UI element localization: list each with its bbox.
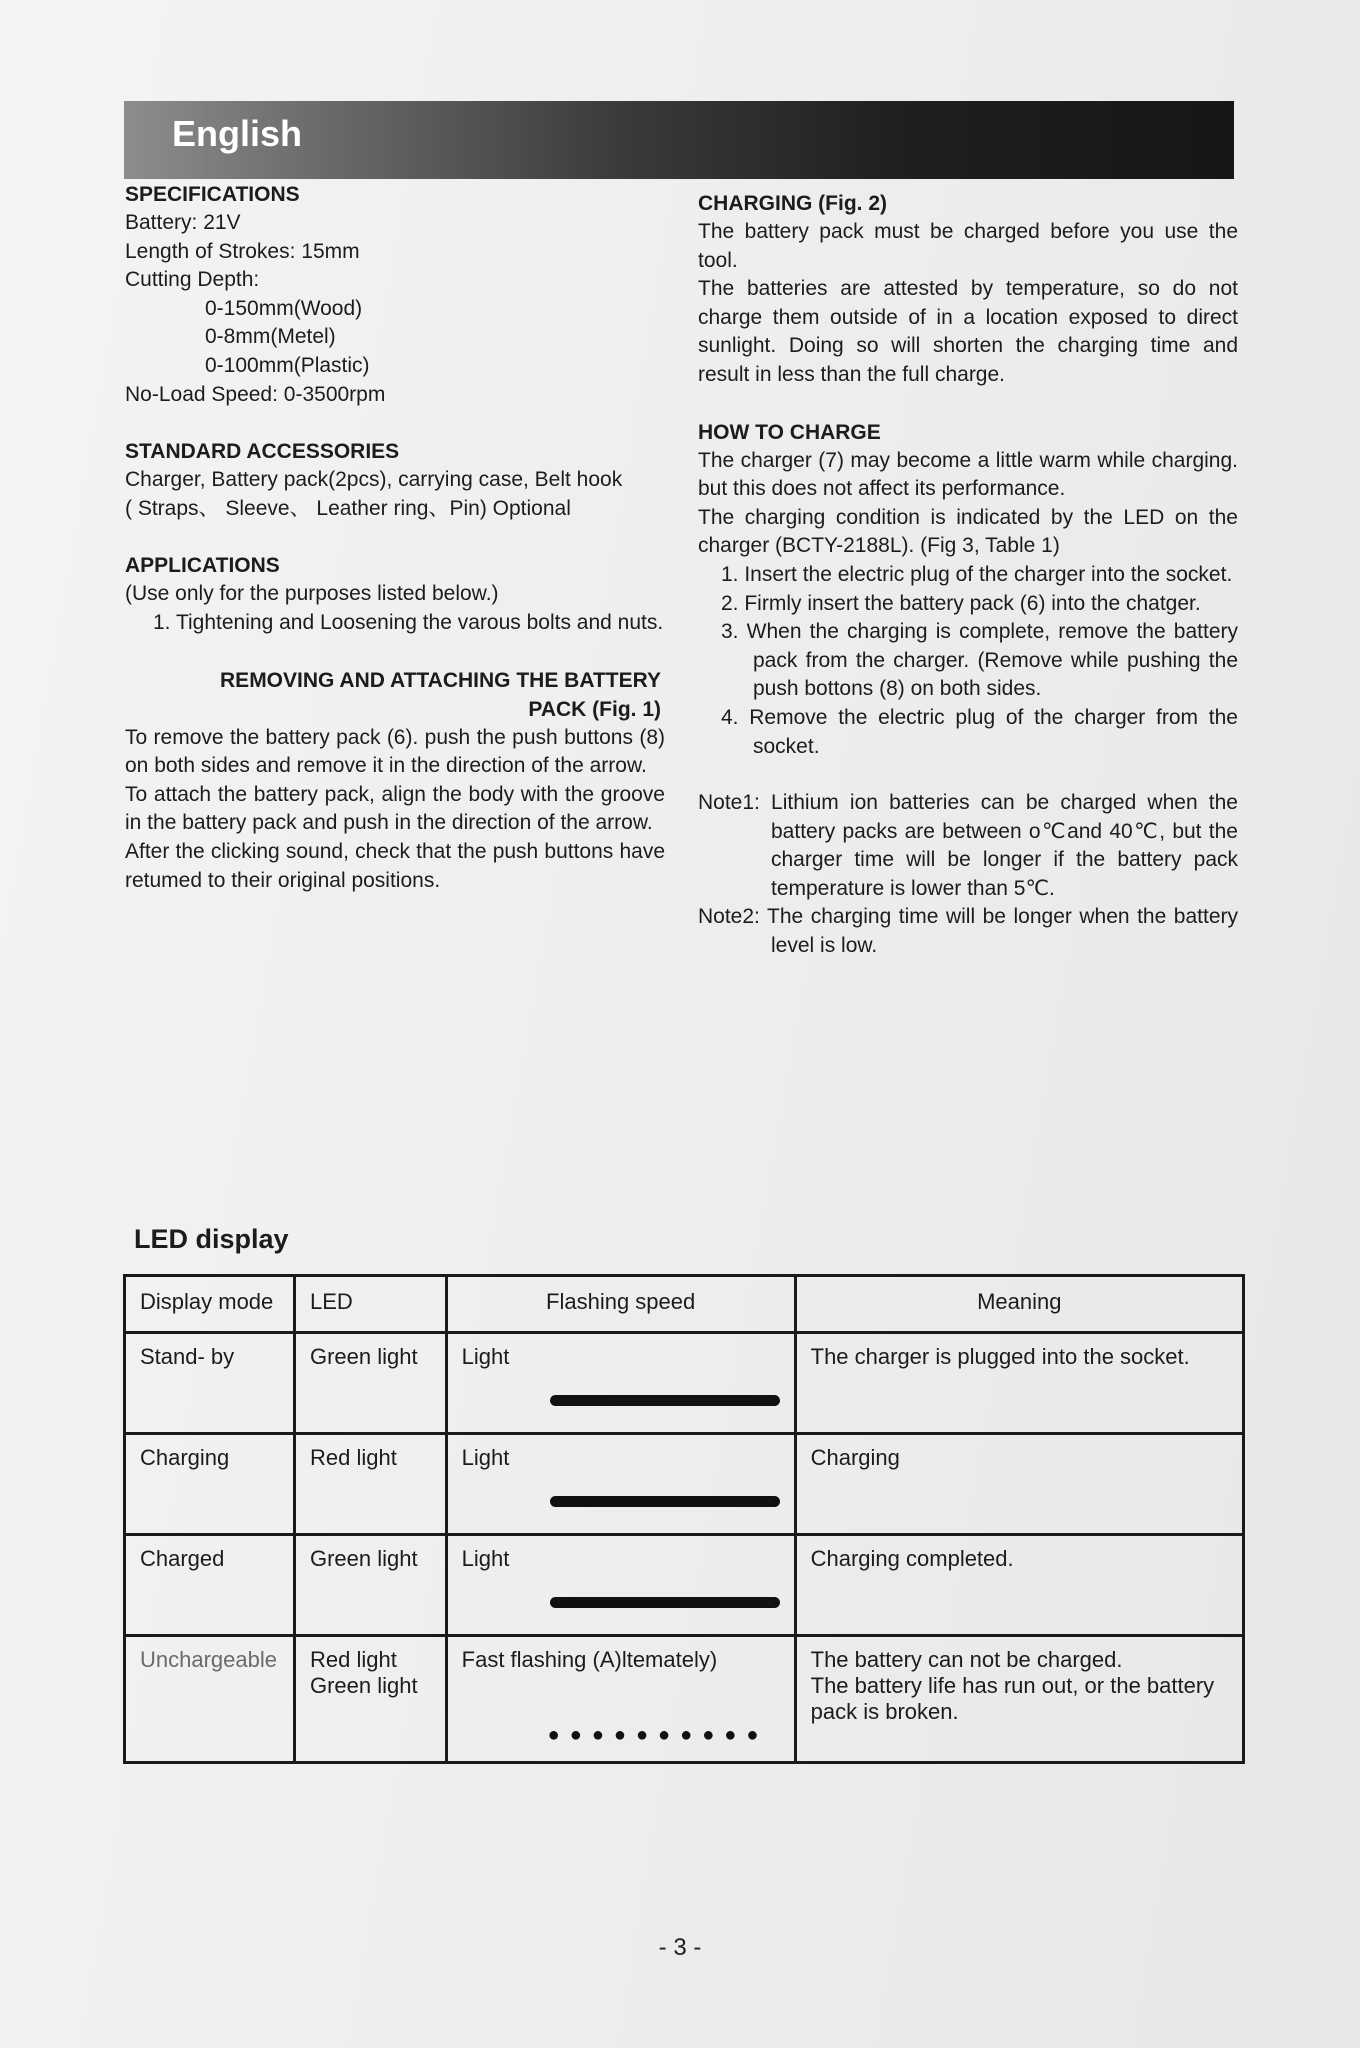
spec-battery: Battery: 21V (125, 211, 241, 234)
row-led-line1: Red light (309, 1647, 397, 1672)
row-speed-label: Light (461, 1546, 510, 1571)
row-mode: Charging (125, 1434, 295, 1535)
spec-strokes: Length of Strokes: 15mm (125, 239, 360, 263)
applications-item: 1. Tightening and Loosening the varous bolts and nuts. (153, 610, 664, 634)
how-to-charge-paragraph-1: The charger (7) may become a little warm while charging. but this does not affect its performance. (698, 448, 1238, 501)
row-meaning: Charging (795, 1434, 1243, 1535)
header-led: LED (294, 1276, 446, 1333)
row-speed-label: Fast flashing (A)ltemately) (461, 1647, 718, 1672)
header-flashing-speed: Flashing speed (446, 1276, 795, 1333)
table-row (125, 1333, 1244, 1434)
applications-heading: APPLICATIONS (125, 554, 280, 578)
note-1: Note1: Lithium ion batteries can be charged when the battery packs are between o℃and 40℃, but the charger time will be longer if the battery pack temperature is lower than 5℃. (698, 791, 1238, 900)
left-column (125, 180, 665, 895)
table-row (125, 1434, 1244, 1535)
charging-paragraph-1: The battery pack must be charged before you use the tool. (698, 220, 1238, 272)
row-led: Green light (294, 1535, 446, 1636)
charge-step-4: 4. Remove the electric plug of the charger from the socket. (721, 705, 1238, 758)
table-header-row (125, 1276, 1244, 1333)
steady-light-bar (550, 1597, 780, 1608)
charge-step-2: 2. Firmly insert the battery pack (6) into the chatger. (721, 591, 1201, 615)
led-display-table (123, 1274, 1245, 1764)
row-meaning-line1: The battery can not be charged. (810, 1647, 1123, 1672)
row-meaning-line2: The battery life has run out, or the battery pack is broken. (810, 1673, 1215, 1724)
removing-heading-line2: PACK (Fig. 1) (528, 697, 661, 721)
right-column (698, 189, 1238, 961)
row-led: Green light (294, 1333, 446, 1434)
row-speed-label: Light (461, 1445, 510, 1470)
row-speed (446, 1535, 795, 1636)
how-to-charge-heading: HOW TO CHARGE (698, 420, 881, 444)
row-meaning: The charger is plugged into the socket. (795, 1333, 1243, 1434)
applications-intro: (Use only for the purposes listed below.) (125, 582, 499, 606)
spec-speed: No-Load Speed: 0-3500rpm (125, 382, 386, 406)
fast-flashing-dots: ●●●●●●●●●● (547, 1724, 769, 1746)
accessories-line2: ( Straps、 Sleeve、 Leather ring、Pin) Optional (125, 496, 571, 520)
how-to-charge-paragraph-2: The charging condition is indicated by the LED on the charger (BCTY-2188L). (Fig 3, Table 1) (698, 505, 1238, 558)
steady-light-bar (550, 1496, 780, 1507)
row-speed (446, 1434, 795, 1535)
row-meaning: Charging completed. (795, 1535, 1243, 1636)
removing-paragraph-1: To remove the battery pack (6). push the push buttons (8) on both sides and remove it in the direction of the arrow. (125, 725, 665, 778)
table-row (125, 1535, 1244, 1636)
row-speed (446, 1636, 795, 1763)
row-led (294, 1636, 446, 1763)
row-mode: Charged (125, 1535, 295, 1636)
accessories-line1: Charger, Battery pack(2pcs), carrying case, Belt hook (125, 468, 623, 492)
page-number: - 3 - (658, 1934, 702, 1961)
header-display-mode: Display mode (125, 1276, 295, 1333)
header-meaning: Meaning (795, 1276, 1243, 1333)
language-banner (124, 101, 1234, 179)
charging-paragraph-2: The batteries are attested by temperature, so do not charge them outside of in a location exposed to direct sunlight. Doing so will shorten the charging time and result in less than the full charge. (698, 277, 1238, 386)
table-row (125, 1636, 1244, 1763)
row-mode: Unchargeable (125, 1636, 295, 1763)
led-display-title: LED display (134, 1224, 289, 1254)
note-2: Note2: The charging time will be longer when the battery level is low. (698, 905, 1238, 958)
charge-step-3: 3. When the charging is complete, remove the battery pack from the charger. (Remove while pushing the push bottons (8) on both sides. (721, 620, 1238, 701)
spec-depth-plastic: 0-100mm(Plastic) (205, 353, 370, 377)
removing-heading-line1: REMOVING AND ATTACHING THE BATTERY (220, 668, 661, 692)
row-speed-label: Light (461, 1344, 510, 1369)
charge-step-1: 1. Insert the electric plug of the charger into the socket. (721, 562, 1233, 586)
banner-title: English (172, 113, 303, 154)
specifications-heading: SPECIFICATIONS (125, 183, 300, 206)
spec-depth-metal: 0-8mm(Metel) (205, 325, 336, 349)
row-led-line2: Green light (309, 1673, 418, 1698)
spec-depth-wood: 0-150mm(Wood) (205, 296, 363, 320)
row-speed (446, 1333, 795, 1434)
charging-heading: CHARGING (Fig. 2) (698, 192, 887, 215)
accessories-heading: STANDARD ACCESSORIES (125, 440, 400, 464)
row-meaning (795, 1636, 1243, 1763)
removing-paragraph-2: To attach the battery pack, align the body with the groove in the battery pack and push in the direction of the arrow. (125, 782, 665, 835)
row-led: Red light (294, 1434, 446, 1535)
row-mode: Stand- by (125, 1333, 295, 1434)
removing-paragraph-3: After the clicking sound, check that the push buttons have retumed to their original positions. (125, 839, 665, 892)
steady-light-bar (550, 1395, 780, 1406)
spec-cutting-depth: Cutting Depth: (125, 268, 260, 292)
